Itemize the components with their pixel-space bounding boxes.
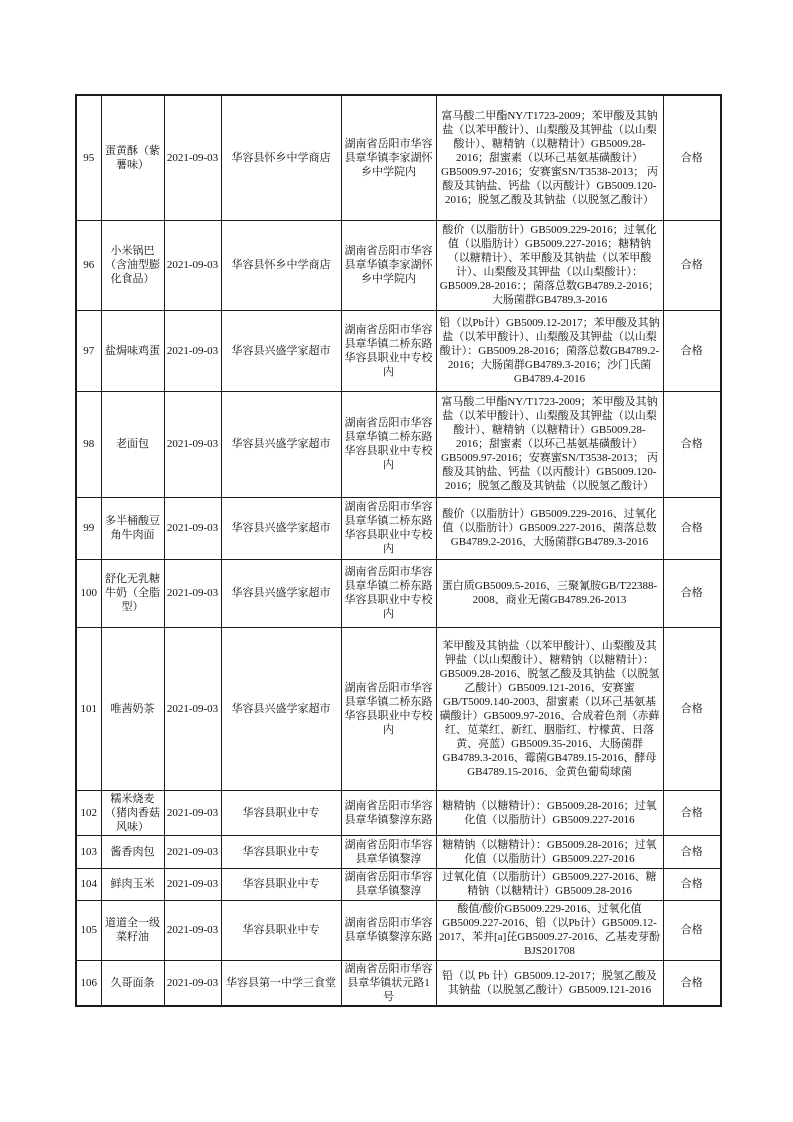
seller-cell: 华容县第一中学三食堂 (221, 960, 341, 1006)
date-cell: 2021-09-03 (164, 627, 221, 790)
test-items-cell: 酸值/酸价GB5009.229-2016、过氧化值GB5009.227-2016、铅（以Pb计）GB5009.12-2017、苯并[a]芘GB5009.27-2016、乙基麦芽酚BJS201708 (436, 900, 663, 960)
test-items-cell: 酸价（以脂肪计）GB5009.229-2016、过氧化值（以脂肪计）GB5009.227-2016、菌落总数GB4789.2-2016、大肠菌群GB4789.3-2016 (436, 497, 663, 559)
product-cell: 蛋黄酥（紫薯味） (101, 95, 164, 220)
date-cell: 2021-09-03 (164, 220, 221, 310)
test-items-cell: 富马酸二甲酯NY/T1723-2009；苯甲酸及其钠盐（以苯甲酸计）、山梨酸及其钾盐（以山梨酸计）、糖精钠（以糖精计）GB5009.28-2016；甜蜜素（以环己基氨基磺酸计）GB5009.97-2016；安赛蜜SN/T3538-2013； 丙酸及其钠盐、钙盐（以丙酸计）GB5009.120-2016；脱氢乙酸及其钠盐（以脱氢乙酸计） (436, 391, 663, 497)
table-row (76, 868, 721, 900)
table-row (76, 835, 721, 868)
product-cell: 唯茜奶茶 (101, 627, 164, 790)
result-cell: 合格 (663, 627, 721, 790)
address-cell: 湖南省岳阳市华容县章华镇二桥东路华容县职业中专校内 (341, 497, 436, 559)
seller-cell: 华容县兴盛学家超市 (221, 627, 341, 790)
table-row (76, 900, 721, 960)
result-cell: 合格 (663, 391, 721, 497)
test-items-cell: 蛋白质GB5009.5-2016、三聚氰胺GB/T22388-2008、商业无菌GB4789.26-2013 (436, 559, 663, 627)
table-row (76, 220, 721, 310)
table-row (76, 310, 721, 391)
product-cell: 多半桶酸豆角牛肉面 (101, 497, 164, 559)
row-number-cell: 100 (76, 559, 101, 627)
product-cell: 道道全一级菜籽油 (101, 900, 164, 960)
seller-cell: 华容县职业中专 (221, 900, 341, 960)
date-cell: 2021-09-03 (164, 95, 221, 220)
row-number-cell: 97 (76, 310, 101, 391)
product-cell: 舒化无乳糖牛奶（全脂型） (101, 559, 164, 627)
row-number-cell: 98 (76, 391, 101, 497)
product-cell: 久哥面条 (101, 960, 164, 1006)
result-cell: 合格 (663, 835, 721, 868)
product-cell: 老面包 (101, 391, 164, 497)
table-row (76, 391, 721, 497)
table-row (76, 497, 721, 559)
result-cell: 合格 (663, 95, 721, 220)
product-cell: 鲜肉玉米 (101, 868, 164, 900)
date-cell: 2021-09-03 (164, 790, 221, 835)
table-row (76, 790, 721, 835)
row-number-cell: 101 (76, 627, 101, 790)
inspection-results-table (75, 94, 722, 1007)
result-cell: 合格 (663, 868, 721, 900)
address-cell: 湖南省岳阳市华容县章华镇黎淳 (341, 835, 436, 868)
seller-cell: 华容县兴盛学家超市 (221, 310, 341, 391)
date-cell: 2021-09-03 (164, 868, 221, 900)
address-cell: 湖南省岳阳市华容县章华镇二桥东路华容县职业中专校内 (341, 559, 436, 627)
table-row (76, 559, 721, 627)
date-cell: 2021-09-03 (164, 960, 221, 1006)
date-cell: 2021-09-03 (164, 391, 221, 497)
test-items-cell: 酸价（以脂肪计）GB5009.229-2016；过氧化值（以脂肪计）GB5009.227-2016；糖精钠（以糖精计）、苯甲酸及其钠盐（以苯甲酸计）、山梨酸及其钾盐（以山梨酸计）：GB5009.28-2016：；菌落总数GB4789.2-2016；大肠菌群GB4789.3-2016 (436, 220, 663, 310)
test-items-cell: 糖精钠（以糖精计）：GB5009.28-2016；过氧化值（以脂肪计）GB5009.227-2016 (436, 790, 663, 835)
result-cell: 合格 (663, 790, 721, 835)
address-cell: 湖南省岳阳市华容县章华镇二桥东路华容县职业中专校内 (341, 627, 436, 790)
table-row (76, 95, 721, 220)
row-number-cell: 95 (76, 95, 101, 220)
address-cell: 湖南省岳阳市华容县章华镇二桥东路华容县职业中专校内 (341, 391, 436, 497)
address-cell: 湖南省岳阳市华容县章华镇李家湖怀乡中学院内 (341, 220, 436, 310)
test-items-cell: 糖精钠（以糖精计）：GB5009.28-2016；过氧化值（以脂肪计）GB5009.227-2016 (436, 835, 663, 868)
address-cell: 湖南省岳阳市华容县章华镇李家湖怀乡中学院内 (341, 95, 436, 220)
test-items-cell: 铅（以Pb计）GB5009.12-2017；苯甲酸及其钠盐（以苯甲酸计）、山梨酸及其钾盐（以山梨酸计）：GB5009.28-2016；菌落总数GB4789.2-2016；大肠菌群GB4789.3-2016；沙门氏菌GB4789.4-2016 (436, 310, 663, 391)
address-cell: 湖南省岳阳市华容县章华镇黎淳 (341, 868, 436, 900)
date-cell: 2021-09-03 (164, 310, 221, 391)
seller-cell: 华容县职业中专 (221, 868, 341, 900)
result-cell: 合格 (663, 497, 721, 559)
result-cell: 合格 (663, 960, 721, 1006)
seller-cell: 华容县职业中专 (221, 835, 341, 868)
address-cell: 湖南省岳阳市华容县章华镇黎淳东路 (341, 790, 436, 835)
seller-cell: 华容县兴盛学家超市 (221, 559, 341, 627)
date-cell: 2021-09-03 (164, 559, 221, 627)
address-cell: 湖南省岳阳市华容县章华镇状元路1号 (341, 960, 436, 1006)
seller-cell: 华容县兴盛学家超市 (221, 391, 341, 497)
row-number-cell: 105 (76, 900, 101, 960)
row-number-cell: 102 (76, 790, 101, 835)
result-cell: 合格 (663, 559, 721, 627)
seller-cell: 华容县兴盛学家超市 (221, 497, 341, 559)
row-number-cell: 106 (76, 960, 101, 1006)
test-items-cell: 富马酸二甲酯NY/T1723-2009；苯甲酸及其钠盐（以苯甲酸计）、山梨酸及其钾盐（以山梨酸计）、糖精钠（以糖精计）GB5009.28-2016；甜蜜素（以环己基氨基磺酸计）GB5009.97-2016；安赛蜜SN/T3538-2013； 丙酸及其钠盐、钙盐（以丙酸计）GB5009.120-2016；脱氢乙酸及其钠盐（以脱氢乙酸计） (436, 95, 663, 220)
product-cell: 盐焗味鸡蛋 (101, 310, 164, 391)
test-items-cell: 苯甲酸及其钠盐（以苯甲酸计）、山梨酸及其钾盐（以山梨酸计）、糖精钠（以糖精计）：GB5009.28-2016、脱氢乙酸及其钠盐（以脱氢乙酸计）GB5009.121-2016、安赛蜜GB/T5009.140-2003、甜蜜素（以环己基氨基磺酸计）GB5009.97-2016、合成着色剂（赤藓红、苋菜红、新红、胭脂红、柠檬黄、日落黄、亮蓝）GB5009.35-2016、大肠菌群GB4789.3-2016、霉菌GB4789.15-2016、酵母GB4789.15-2016、金黄色葡萄球菌 (436, 627, 663, 790)
table-row (76, 960, 721, 1006)
seller-cell: 华容县怀乡中学商店 (221, 220, 341, 310)
test-items-cell: 过氧化值（以脂肪计）GB5009.227-2016、糖精钠（以糖精计）GB5009.28-2016 (436, 868, 663, 900)
product-cell: 糯米烧麦（猪肉香菇风味） (101, 790, 164, 835)
date-cell: 2021-09-03 (164, 497, 221, 559)
table-row (76, 627, 721, 790)
address-cell: 湖南省岳阳市华容县章华镇黎淳东路 (341, 900, 436, 960)
seller-cell: 华容县怀乡中学商店 (221, 95, 341, 220)
row-number-cell: 103 (76, 835, 101, 868)
row-number-cell: 104 (76, 868, 101, 900)
result-cell: 合格 (663, 220, 721, 310)
test-items-cell: 铅（以 Pb 计）GB5009.12-2017；脱氢乙酸及其钠盐（以脱氢乙酸计）GB5009.121-2016 (436, 960, 663, 1006)
result-cell: 合格 (663, 900, 721, 960)
product-cell: 酱香肉包 (101, 835, 164, 868)
seller-cell: 华容县职业中专 (221, 790, 341, 835)
address-cell: 湖南省岳阳市华容县章华镇二桥东路华容县职业中专校内 (341, 310, 436, 391)
date-cell: 2021-09-03 (164, 900, 221, 960)
row-number-cell: 96 (76, 220, 101, 310)
date-cell: 2021-09-03 (164, 835, 221, 868)
product-cell: 小米锅巴（含油型膨化食品） (101, 220, 164, 310)
table-body (76, 95, 721, 1006)
result-cell: 合格 (663, 310, 721, 391)
row-number-cell: 99 (76, 497, 101, 559)
